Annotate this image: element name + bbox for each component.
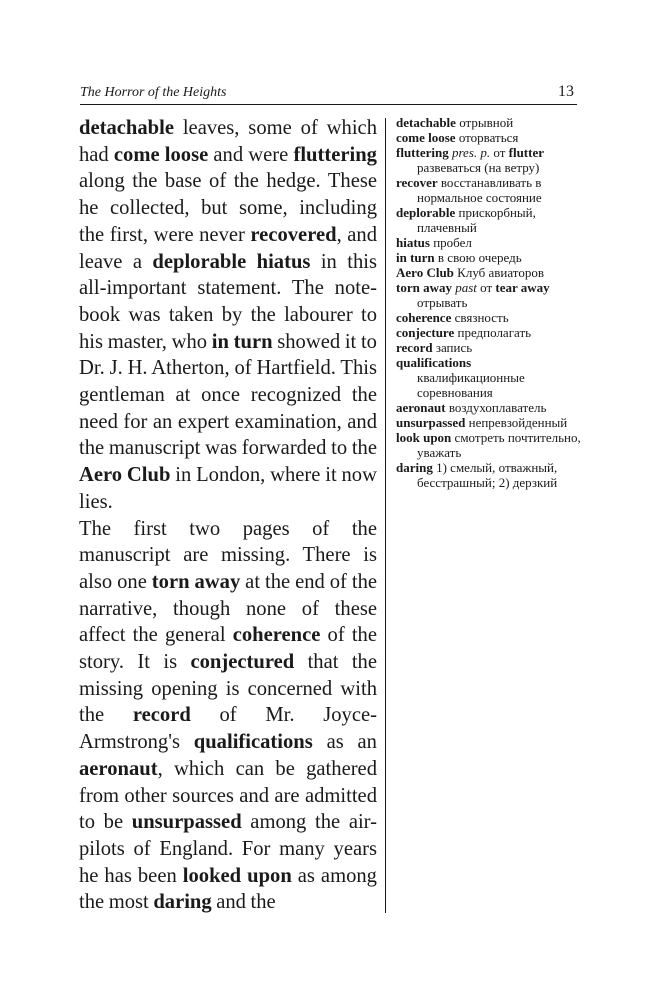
- glossary-entry: [396, 115, 581, 130]
- glossary-term: deplorable: [396, 205, 456, 220]
- vocab-term: deplorable hiatus: [152, 250, 311, 273]
- body-text: as an: [312, 731, 377, 754]
- vocab-term: in turn: [211, 330, 273, 353]
- glossary-term: record: [396, 340, 433, 355]
- body-text: showed it to Dr. J. H. Atherton, of Hartfield. This gentleman at once recognized the need for an expert examination, and the manuscript was forwarded to the: [79, 330, 377, 460]
- glossary-term: coherence: [396, 310, 452, 325]
- book-title: The Horror of the Heights: [80, 85, 227, 100]
- glossary-translation: отрывать: [417, 295, 468, 310]
- body-text: of Mr. Joyce-Armstrong's: [79, 704, 377, 754]
- paragraph-2: [79, 516, 377, 917]
- glossary-term: torn away: [396, 280, 452, 295]
- body-text: along the base of the hedge. These he collected, but some, including the first, were never: [79, 170, 377, 246]
- glossary-entry: [396, 355, 581, 400]
- paragraph-1: [79, 115, 377, 516]
- vocab-term: torn away: [151, 570, 241, 593]
- glossary-translation: связность: [451, 310, 509, 325]
- body-text: among the air-pilots of England. For many years he has been: [79, 811, 377, 887]
- glossary-translation: запись: [432, 340, 473, 355]
- glossary-translation: в свою очередь: [434, 250, 522, 265]
- glossary-translation: от: [476, 280, 496, 295]
- glossary-term: in turn: [396, 250, 435, 265]
- body-text: that the missing opening is concerned with the: [79, 651, 377, 727]
- glossary-translation: предполагать: [454, 325, 532, 340]
- glossary-term: tear away: [495, 280, 550, 295]
- glossary-translation: от: [490, 145, 509, 160]
- glossary-translation: Клуб авиаторов: [453, 265, 544, 280]
- glossary-term: conjecture: [396, 325, 455, 340]
- vocab-term: daring: [153, 891, 212, 914]
- glossary-entry: [396, 205, 581, 235]
- glossary-translation: развеваться (на ветру): [417, 160, 540, 175]
- glossary-translation: квалификационные соревнования: [417, 370, 525, 400]
- glossary-translation: оторваться: [455, 130, 519, 145]
- vocab-term: qualifications: [193, 731, 313, 754]
- body-text: , which can be gathered from other sources and are admitted to be: [79, 757, 377, 834]
- vocab-term: unsurpassed: [131, 811, 242, 834]
- glossary-grammar-note: past: [455, 280, 477, 295]
- body-text: leaves, some of which had: [79, 117, 377, 166]
- glossary-term: detachable: [396, 115, 456, 130]
- glossary-entry: [396, 460, 581, 490]
- glossary-entry: [396, 175, 581, 205]
- body-text: of the story. It is: [79, 624, 377, 674]
- glossary-entry: [396, 430, 581, 460]
- glossary-translation: отрывной: [455, 115, 514, 130]
- glossary-entry: [396, 340, 581, 355]
- running-head: [80, 83, 577, 105]
- glossary-translation: непревзойденный: [465, 415, 568, 430]
- glossary-term: unsurpassed: [396, 415, 466, 430]
- glossary-translation: смотреть почтительно, уважать: [417, 430, 581, 460]
- vocab-term: looked upon: [182, 864, 292, 887]
- body-text: at the end of the narrative, though none of these affect the general: [79, 570, 378, 647]
- glossary-term: look upon: [396, 430, 452, 445]
- vocab-term: coherence: [232, 624, 321, 647]
- main-text: [79, 115, 377, 916]
- glossary-translation: восстанавливать в нормальное состояние: [417, 175, 542, 205]
- glossary-translation: воздухоплаватель: [445, 400, 547, 415]
- body-text: and the: [211, 891, 276, 914]
- glossary-translation: 1) смелый, отважный, бесстрашный; 2) дерзкий: [417, 460, 558, 490]
- column-divider: [385, 118, 386, 913]
- glossary: [396, 115, 581, 490]
- body-text: in this all-important statement. The notebook was taken by the labourer to his master, who: [79, 250, 377, 353]
- glossary-grammar-note: pres. p.: [451, 145, 491, 160]
- vocab-term: come loose: [113, 143, 209, 166]
- vocab-term: aeronaut: [79, 757, 158, 780]
- glossary-entry: [396, 265, 581, 280]
- glossary-entry: [396, 415, 581, 430]
- vocab-term: record: [132, 704, 191, 727]
- glossary-term: fluttering: [396, 145, 449, 160]
- vocab-term: Aero Club: [79, 464, 171, 487]
- glossary-translation: прискорбный, плачевный: [417, 205, 536, 235]
- page-number: 13: [558, 83, 574, 100]
- glossary-term: qualifications: [396, 355, 472, 370]
- glossary-entry: [396, 145, 581, 175]
- body-text: The first two pages of the manuscript are missing. There is also one: [79, 517, 377, 593]
- glossary-term: come loose: [396, 130, 456, 145]
- glossary-term: recover: [396, 175, 438, 190]
- glossary-entry: [396, 400, 581, 415]
- body-text: and were: [208, 143, 294, 166]
- glossary-entry: [396, 235, 581, 250]
- glossary-entry: [396, 310, 581, 325]
- glossary-entry: [396, 250, 581, 265]
- glossary-term: hiatus: [396, 235, 430, 250]
- body-text: as among the most: [79, 864, 377, 914]
- vocab-term: recovered: [250, 223, 337, 246]
- vocab-term: detachable: [79, 117, 174, 139]
- glossary-translation: пробел: [429, 235, 472, 250]
- glossary-entry: [396, 325, 581, 340]
- glossary-term: daring: [396, 460, 433, 475]
- glossary-term: Aero Club: [396, 265, 454, 280]
- glossary-term: aeronaut: [396, 400, 446, 415]
- glossary-term: flutter: [508, 145, 545, 160]
- vocab-term: conjectured: [190, 651, 295, 674]
- glossary-entry: [396, 130, 581, 145]
- glossary-entry: [396, 280, 581, 310]
- vocab-term: fluttering: [293, 143, 377, 166]
- body-text: in London, where it now lies.: [79, 464, 377, 513]
- body-text: , and leave a: [79, 223, 377, 273]
